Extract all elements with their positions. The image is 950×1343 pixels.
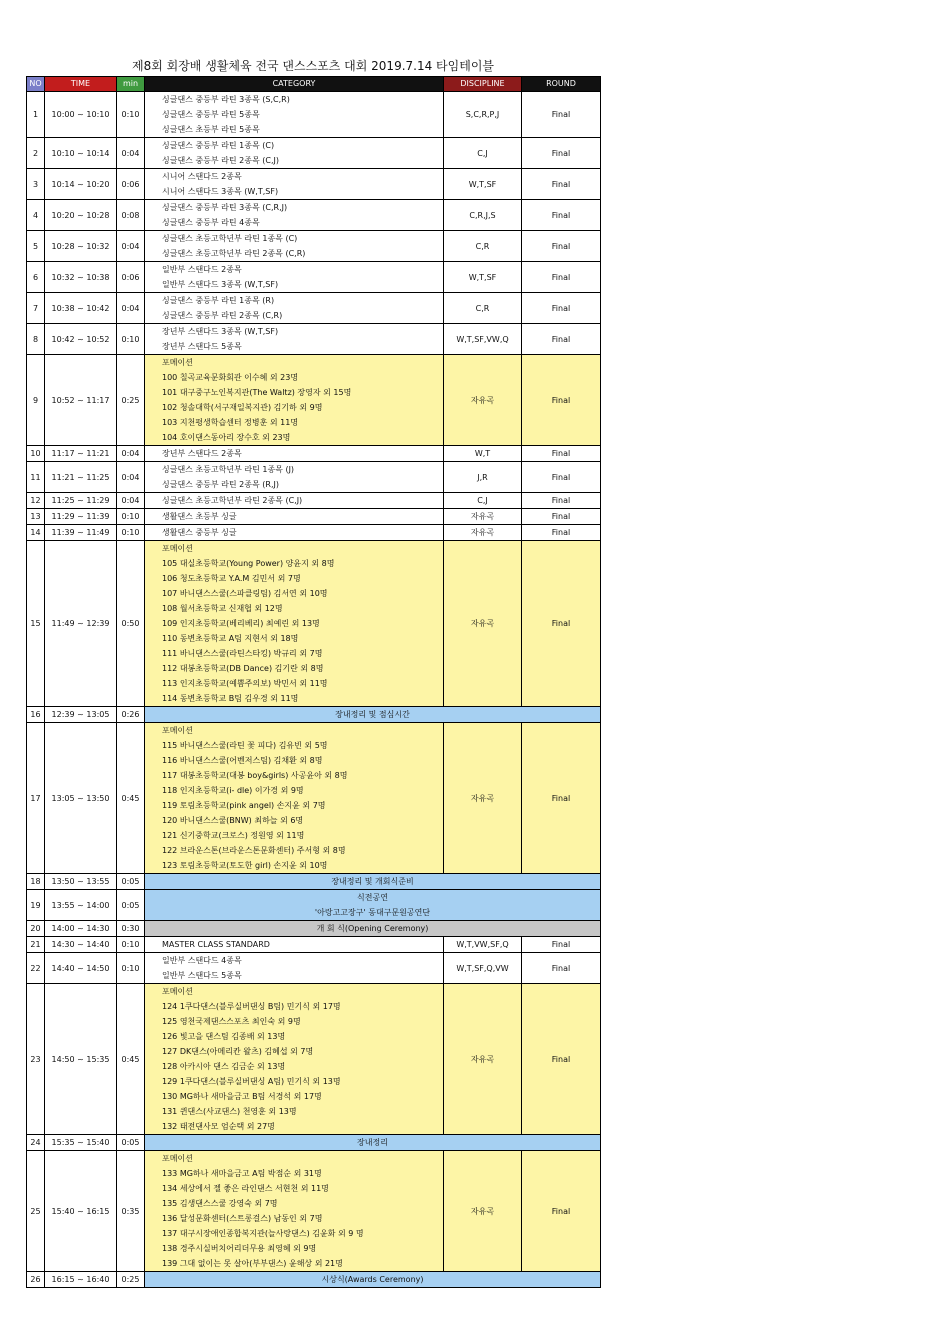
row-category <box>145 262 444 293</box>
row-round: Final <box>522 446 601 462</box>
row-min: 0:06 <box>117 262 145 293</box>
row-time: 11:21 ~ 11:25 <box>45 462 117 493</box>
category-line: 120 바니댄스스쿨(BNW) 최하늘 외 6명 <box>162 816 304 825</box>
row-time: 14:50 ~ 15:35 <box>45 984 117 1135</box>
category-line: 132 태전댄사모 엄순택 외 27명 <box>162 1122 275 1131</box>
row-min: 0:05 <box>117 1135 145 1151</box>
row-discipline: 자유곡 <box>444 541 522 707</box>
row-min: 0:04 <box>117 231 145 262</box>
row-discipline: C,J <box>444 138 522 169</box>
category-line: 장년부 스탠다드 2종목 <box>162 449 242 458</box>
span-event-label: 개 회 식(Opening Ceremony) <box>316 924 429 933</box>
row-min: 0:45 <box>117 984 145 1135</box>
table-row <box>27 200 601 231</box>
table-row <box>27 541 601 707</box>
category-line: 112 대봉초등학교(DB Dance) 김기란 외 8명 <box>162 664 324 673</box>
row-discipline: 자유곡 <box>444 984 522 1135</box>
row-discipline: 자유곡 <box>444 509 522 525</box>
row-min: 0:30 <box>117 921 145 937</box>
row-no: 14 <box>27 525 45 541</box>
row-category <box>145 169 444 200</box>
row-time: 11:25 ~ 11:29 <box>45 493 117 509</box>
category-line: 137 대구시장애인종합복지관(늘사랑댄스) 김윤화 외 9 명 <box>162 1229 364 1238</box>
row-no: 11 <box>27 462 45 493</box>
row-time: 10:32 ~ 10:38 <box>45 262 117 293</box>
row-time: 10:20 ~ 10:28 <box>45 200 117 231</box>
row-round: Final <box>522 984 601 1135</box>
row-time: 13:50 ~ 13:55 <box>45 874 117 890</box>
category-line: 102 청솔대학(서구재일복지관) 김기하 외 9명 <box>162 403 323 412</box>
header-round: ROUND <box>522 77 601 92</box>
row-min: 0:05 <box>117 874 145 890</box>
category-line: 포메이션 <box>162 987 193 996</box>
row-min: 0:25 <box>117 1272 145 1288</box>
span-event-label: 시상식(Awards Ceremony) <box>321 1275 424 1284</box>
row-round: Final <box>522 462 601 493</box>
table-row <box>27 509 601 525</box>
row-category <box>145 493 444 509</box>
row-no: 10 <box>27 446 45 462</box>
table-row <box>27 293 601 324</box>
category-line: 116 바니댄스스쿨(어벤저스팀) 김채환 외 8명 <box>162 756 323 765</box>
category-line: 124 1쿠다댄스(블루실버댄싱 B팀) 민기식 외 17명 <box>162 1002 341 1011</box>
category-line: 싱글댄스 중등부 라틴 4종목 <box>162 218 260 227</box>
row-min: 0:06 <box>117 169 145 200</box>
table-row <box>27 446 601 462</box>
row-min: 0:10 <box>117 509 145 525</box>
category-line: 싱글댄스 초등고학년부 라틴 1종목 (J) <box>162 465 295 474</box>
row-no: 5 <box>27 231 45 262</box>
category-line: 115 바니댄스스쿨(라틴 꽃 피다) 김유빈 외 5명 <box>162 741 328 750</box>
category-line: 일반부 스탠다드 2종목 <box>162 265 242 274</box>
table-row <box>27 874 601 890</box>
category-line: 101 대구중구노인복지관(The Waltz) 장영자 외 15명 <box>162 388 352 397</box>
row-category <box>145 138 444 169</box>
row-round: Final <box>522 169 601 200</box>
row-span-event <box>145 890 601 921</box>
row-time: 13:55 ~ 14:00 <box>45 890 117 921</box>
header-time: TIME <box>45 77 117 92</box>
category-line: 119 토림초등학교(pink angel) 손지윤 외 7명 <box>162 801 326 810</box>
category-line: 121 신기중학교(크로스) 정원영 외 11명 <box>162 831 305 840</box>
row-min: 0:10 <box>117 525 145 541</box>
category-line: 134 세상에서 젤 좋은 라인댄스 서현천 외 11명 <box>162 1184 329 1193</box>
category-line: 139 그대 없이는 못 살아(부부댄스) 윤해상 외 21명 <box>162 1259 343 1268</box>
span-event-label: 장내정리 및 개회식준비 <box>331 877 414 886</box>
row-min: 0:04 <box>117 462 145 493</box>
row-time: 10:28 ~ 10:32 <box>45 231 117 262</box>
row-discipline: C,R <box>444 293 522 324</box>
row-min: 0:50 <box>117 541 145 707</box>
row-category <box>145 324 444 355</box>
category-line: 131 퀸댄스(사교댄스) 천영훈 외 13명 <box>162 1107 297 1116</box>
row-round: Final <box>522 541 601 707</box>
row-time: 10:42 ~ 10:52 <box>45 324 117 355</box>
document-title: 제8회 회장배 생활체육 전국 댄스스포츠 대회 2019.7.14 타임테이블 <box>131 59 495 73</box>
row-min: 0:10 <box>117 324 145 355</box>
table-row <box>27 937 601 953</box>
row-min: 0:04 <box>117 493 145 509</box>
row-round: Final <box>522 200 601 231</box>
row-no: 23 <box>27 984 45 1135</box>
category-line: 시니어 스탠다드 2종목 <box>162 172 242 181</box>
category-line: 108 월서초등학교 신재협 외 12명 <box>162 604 283 613</box>
category-line: 장년부 스탠다드 3종목 (W,T,SF) <box>162 327 279 336</box>
row-time: 10:38 ~ 10:42 <box>45 293 117 324</box>
category-line: 싱글댄스 중등부 라틴 2종목 (C,R) <box>162 311 283 320</box>
table-row <box>27 324 601 355</box>
category-line: 135 김생댄스스쿨 강영숙 외 7명 <box>162 1199 278 1208</box>
row-round: Final <box>522 493 601 509</box>
table-row <box>27 138 601 169</box>
table-row <box>27 169 601 200</box>
row-time: 11:17 ~ 11:21 <box>45 446 117 462</box>
row-no: 6 <box>27 262 45 293</box>
row-no: 16 <box>27 707 45 723</box>
category-line: 일반부 스탠다드 4종목 <box>162 956 242 965</box>
row-min: 0:26 <box>117 707 145 723</box>
table-body <box>27 92 601 1288</box>
category-line: 시니어 스탠다드 3종목 (W,T,SF) <box>162 187 279 196</box>
span-event-label: 식전공연 <box>357 893 388 902</box>
category-line: 싱글댄스 중등부 라틴 3종목 (C,R,J) <box>162 203 288 212</box>
row-category <box>145 541 444 707</box>
row-category <box>145 446 444 462</box>
row-discipline: C,J <box>444 493 522 509</box>
row-round: Final <box>522 953 601 984</box>
row-category <box>145 984 444 1135</box>
row-span-event <box>145 707 601 723</box>
table-row <box>27 1272 601 1288</box>
row-discipline: S,C,R,P,J <box>444 92 522 138</box>
category-line: 싱글댄스 초등고학년부 라틴 2종목 (C,J) <box>162 496 303 505</box>
row-no: 15 <box>27 541 45 707</box>
row-time: 11:39 ~ 11:49 <box>45 525 117 541</box>
row-round: Final <box>522 1151 601 1272</box>
row-category <box>145 231 444 262</box>
row-time: 10:00 ~ 10:10 <box>45 92 117 138</box>
table-row <box>27 890 601 921</box>
table-row <box>27 1151 601 1272</box>
category-line: 117 대봉초등학교(대봉 boy&girls) 사공윤아 외 8명 <box>162 771 348 780</box>
category-line: 생활댄스 중등부 싱글 <box>162 528 237 537</box>
header-no: NO <box>27 77 45 92</box>
row-span-event <box>145 1272 601 1288</box>
row-time: 12:39 ~ 13:05 <box>45 707 117 723</box>
row-time: 15:40 ~ 16:15 <box>45 1151 117 1272</box>
header-category: CATEGORY <box>145 77 444 92</box>
row-discipline: W,T,SF <box>444 169 522 200</box>
row-time: 10:14 ~ 10:20 <box>45 169 117 200</box>
row-discipline: W,T,SF,VW,Q <box>444 324 522 355</box>
category-line: 포메이션 <box>162 1154 193 1163</box>
category-line: 107 바니댄스스쿨(스파클링팀) 김서연 외 10명 <box>162 589 328 598</box>
category-line: 128 아카시아 댄스 김금순 외 13명 <box>162 1062 286 1071</box>
row-round: Final <box>522 509 601 525</box>
row-no: 20 <box>27 921 45 937</box>
category-line: 109 인지초등학교(베리베리) 최예린 외 13명 <box>162 619 320 628</box>
table-header-row <box>27 77 601 92</box>
row-time: 10:52 ~ 11:17 <box>45 355 117 446</box>
table-row <box>27 921 601 937</box>
category-line: 111 바니댄스스쿨(라틴스타킹) 박규리 외 7명 <box>162 649 323 658</box>
table-row <box>27 707 601 723</box>
table-row <box>27 355 601 446</box>
category-line: 싱글댄스 중등부 라틴 1종목 (C) <box>162 141 275 150</box>
row-time: 10:10 ~ 10:14 <box>45 138 117 169</box>
row-category <box>145 293 444 324</box>
table-row <box>27 1135 601 1151</box>
row-discipline: 자유곡 <box>444 723 522 874</box>
category-line: 싱글댄스 중등부 라틴 2종목 (C,J) <box>162 156 279 165</box>
row-min: 0:04 <box>117 293 145 324</box>
category-line: 110 동변초등학교 A팀 지현서 외 18명 <box>162 634 299 643</box>
table-row <box>27 953 601 984</box>
category-line: 일반부 스탠다드 5종목 <box>162 971 242 980</box>
category-line: 포메이션 <box>162 358 193 367</box>
row-no: 13 <box>27 509 45 525</box>
row-category <box>145 525 444 541</box>
category-line: 싱글댄스 초등부 라틴 5종목 <box>162 125 260 134</box>
category-line: 138 경주시실버치어리더무용 최영혜 외 9명 <box>162 1244 317 1253</box>
row-category <box>145 509 444 525</box>
row-no: 7 <box>27 293 45 324</box>
row-round: Final <box>522 92 601 138</box>
row-time: 13:05 ~ 13:50 <box>45 723 117 874</box>
row-min: 0:35 <box>117 1151 145 1272</box>
row-span-event <box>145 874 601 890</box>
row-min: 0:10 <box>117 92 145 138</box>
category-line: 133 MG하나 새마을금고 A팀 박점순 외 31명 <box>162 1169 322 1178</box>
category-line: MASTER CLASS STANDARD <box>162 940 270 949</box>
row-no: 19 <box>27 890 45 921</box>
row-time: 16:15 ~ 16:40 <box>45 1272 117 1288</box>
row-round: Final <box>522 293 601 324</box>
category-line: 일반부 스탠다드 3종목 (W,T,SF) <box>162 280 279 289</box>
category-line: 생활댄스 초등부 싱글 <box>162 512 237 521</box>
category-line: 싱글댄스 중등부 라틴 1종목 (R) <box>162 296 275 305</box>
row-time: 14:30 ~ 14:40 <box>45 937 117 953</box>
row-category <box>145 1151 444 1272</box>
row-no: 24 <box>27 1135 45 1151</box>
row-min: 0:08 <box>117 200 145 231</box>
category-line: 포메이션 <box>162 544 193 553</box>
table-row <box>27 262 601 293</box>
category-line: 127 DK댄스(아메리칸 왈츠) 김혜섭 외 7명 <box>162 1047 314 1056</box>
row-min: 0:04 <box>117 446 145 462</box>
row-category <box>145 723 444 874</box>
row-time: 14:40 ~ 14:50 <box>45 953 117 984</box>
category-line: 싱글댄스 중등부 라틴 5종목 <box>162 110 260 119</box>
row-category <box>145 200 444 231</box>
row-min: 0:04 <box>117 138 145 169</box>
row-time: 11:29 ~ 11:39 <box>45 509 117 525</box>
category-line: 106 청도초등학교 Y.A.M 김민서 외 7명 <box>162 574 301 583</box>
row-time: 14:00 ~ 14:30 <box>45 921 117 937</box>
category-line: 123 토림초등학교(토도한 girl) 손지윤 외 10명 <box>162 861 328 870</box>
row-min: 0:10 <box>117 953 145 984</box>
table-row <box>27 92 601 138</box>
row-discipline: 자유곡 <box>444 525 522 541</box>
category-line: 100 칠곡교육문화회관 이수혜 외 23명 <box>162 373 299 382</box>
header-min: min <box>117 77 145 92</box>
table-row <box>27 525 601 541</box>
row-span-event <box>145 921 601 937</box>
row-discipline: W,T,VW,SF,Q <box>444 937 522 953</box>
category-line: 포메이션 <box>162 726 193 735</box>
category-line: 싱글댄스 중등부 라틴 2종목 (R,J) <box>162 480 279 489</box>
table-row <box>27 493 601 509</box>
span-event-label: 장내정리 <box>357 1138 388 1147</box>
row-round: Final <box>522 937 601 953</box>
row-no: 2 <box>27 138 45 169</box>
row-round: Final <box>522 138 601 169</box>
row-discipline: C,R,J,S <box>444 200 522 231</box>
row-no: 18 <box>27 874 45 890</box>
row-no: 17 <box>27 723 45 874</box>
row-no: 4 <box>27 200 45 231</box>
row-round: Final <box>522 355 601 446</box>
category-line: 114 동변초등학교 B팀 김우경 외 11명 <box>162 694 299 703</box>
row-round: Final <box>522 262 601 293</box>
row-round: Final <box>522 525 601 541</box>
category-line: 130 MG하나 새마을금고 B팀 서경석 외 17명 <box>162 1092 322 1101</box>
category-line: 104 호이댄스동아리 장수호 외 23명 <box>162 433 291 442</box>
timetable <box>26 76 601 1288</box>
category-line: 113 인지초등학교(예쁨주의보) 박민서 외 11명 <box>162 679 328 688</box>
row-category <box>145 355 444 446</box>
category-line: 싱글댄스 초등고학년부 라틴 1종목 (C) <box>162 234 298 243</box>
row-discipline: 자유곡 <box>444 1151 522 1272</box>
row-category <box>145 92 444 138</box>
category-line: 126 빛고을 댄스팀 김종배 외 13명 <box>162 1032 286 1041</box>
row-discipline: W,T,SF <box>444 262 522 293</box>
category-line: 129 1쿠다댄스(블루실버댄싱 A팀) 민기식 외 13명 <box>162 1077 341 1086</box>
row-time: 15:35 ~ 15:40 <box>45 1135 117 1151</box>
row-discipline: W,T,SF,Q,VW <box>444 953 522 984</box>
table-row <box>27 984 601 1135</box>
row-no: 3 <box>27 169 45 200</box>
span-event-label: 장내정리 및 점심시간 <box>335 710 410 719</box>
row-no: 8 <box>27 324 45 355</box>
row-no: 26 <box>27 1272 45 1288</box>
row-round: Final <box>522 231 601 262</box>
row-discipline: W,T <box>444 446 522 462</box>
category-line: 136 달성문화센터(스트롱걸스) 남동인 외 7명 <box>162 1214 323 1223</box>
category-line: 118 인지초등학교(i- dle) 이가경 외 9명 <box>162 786 304 795</box>
row-round: Final <box>522 723 601 874</box>
row-min: 0:25 <box>117 355 145 446</box>
span-event-sublabel: '아랑고고장구' 동대구문원공연단 <box>314 908 431 917</box>
row-category <box>145 462 444 493</box>
row-min: 0:45 <box>117 723 145 874</box>
row-time: 11:49 ~ 12:39 <box>45 541 117 707</box>
row-min: 0:05 <box>117 890 145 921</box>
category-line: 장년부 스탠다드 5종목 <box>162 342 242 351</box>
row-no: 21 <box>27 937 45 953</box>
table-row <box>27 723 601 874</box>
row-discipline: C,R <box>444 231 522 262</box>
row-no: 1 <box>27 92 45 138</box>
category-line: 125 영천국제댄스스포츠 최인숙 외 9명 <box>162 1017 301 1026</box>
row-min: 0:10 <box>117 937 145 953</box>
row-no: 25 <box>27 1151 45 1272</box>
row-no: 9 <box>27 355 45 446</box>
row-discipline: 자유곡 <box>444 355 522 446</box>
row-category <box>145 953 444 984</box>
category-line: 105 대실초등학교(Young Power) 양윤지 외 8명 <box>162 559 335 568</box>
category-line: 싱글댄스 중등부 라틴 3종목 (S,C,R) <box>162 95 290 104</box>
row-discipline: J,R <box>444 462 522 493</box>
table-row <box>27 462 601 493</box>
row-no: 22 <box>27 953 45 984</box>
row-span-event <box>145 1135 601 1151</box>
category-line: 103 지천평생학습센터 정병훈 외 11명 <box>162 418 299 427</box>
header-discipline: DISCIPLINE <box>444 77 522 92</box>
row-round: Final <box>522 324 601 355</box>
category-line: 122 브라운스톤(브라운스톤문화센터) 주서형 외 8명 <box>162 846 346 855</box>
category-line: 싱글댄스 초등고학년부 라틴 2종목 (C,R) <box>162 249 306 258</box>
row-category <box>145 937 444 953</box>
row-no: 12 <box>27 493 45 509</box>
table-row <box>27 231 601 262</box>
